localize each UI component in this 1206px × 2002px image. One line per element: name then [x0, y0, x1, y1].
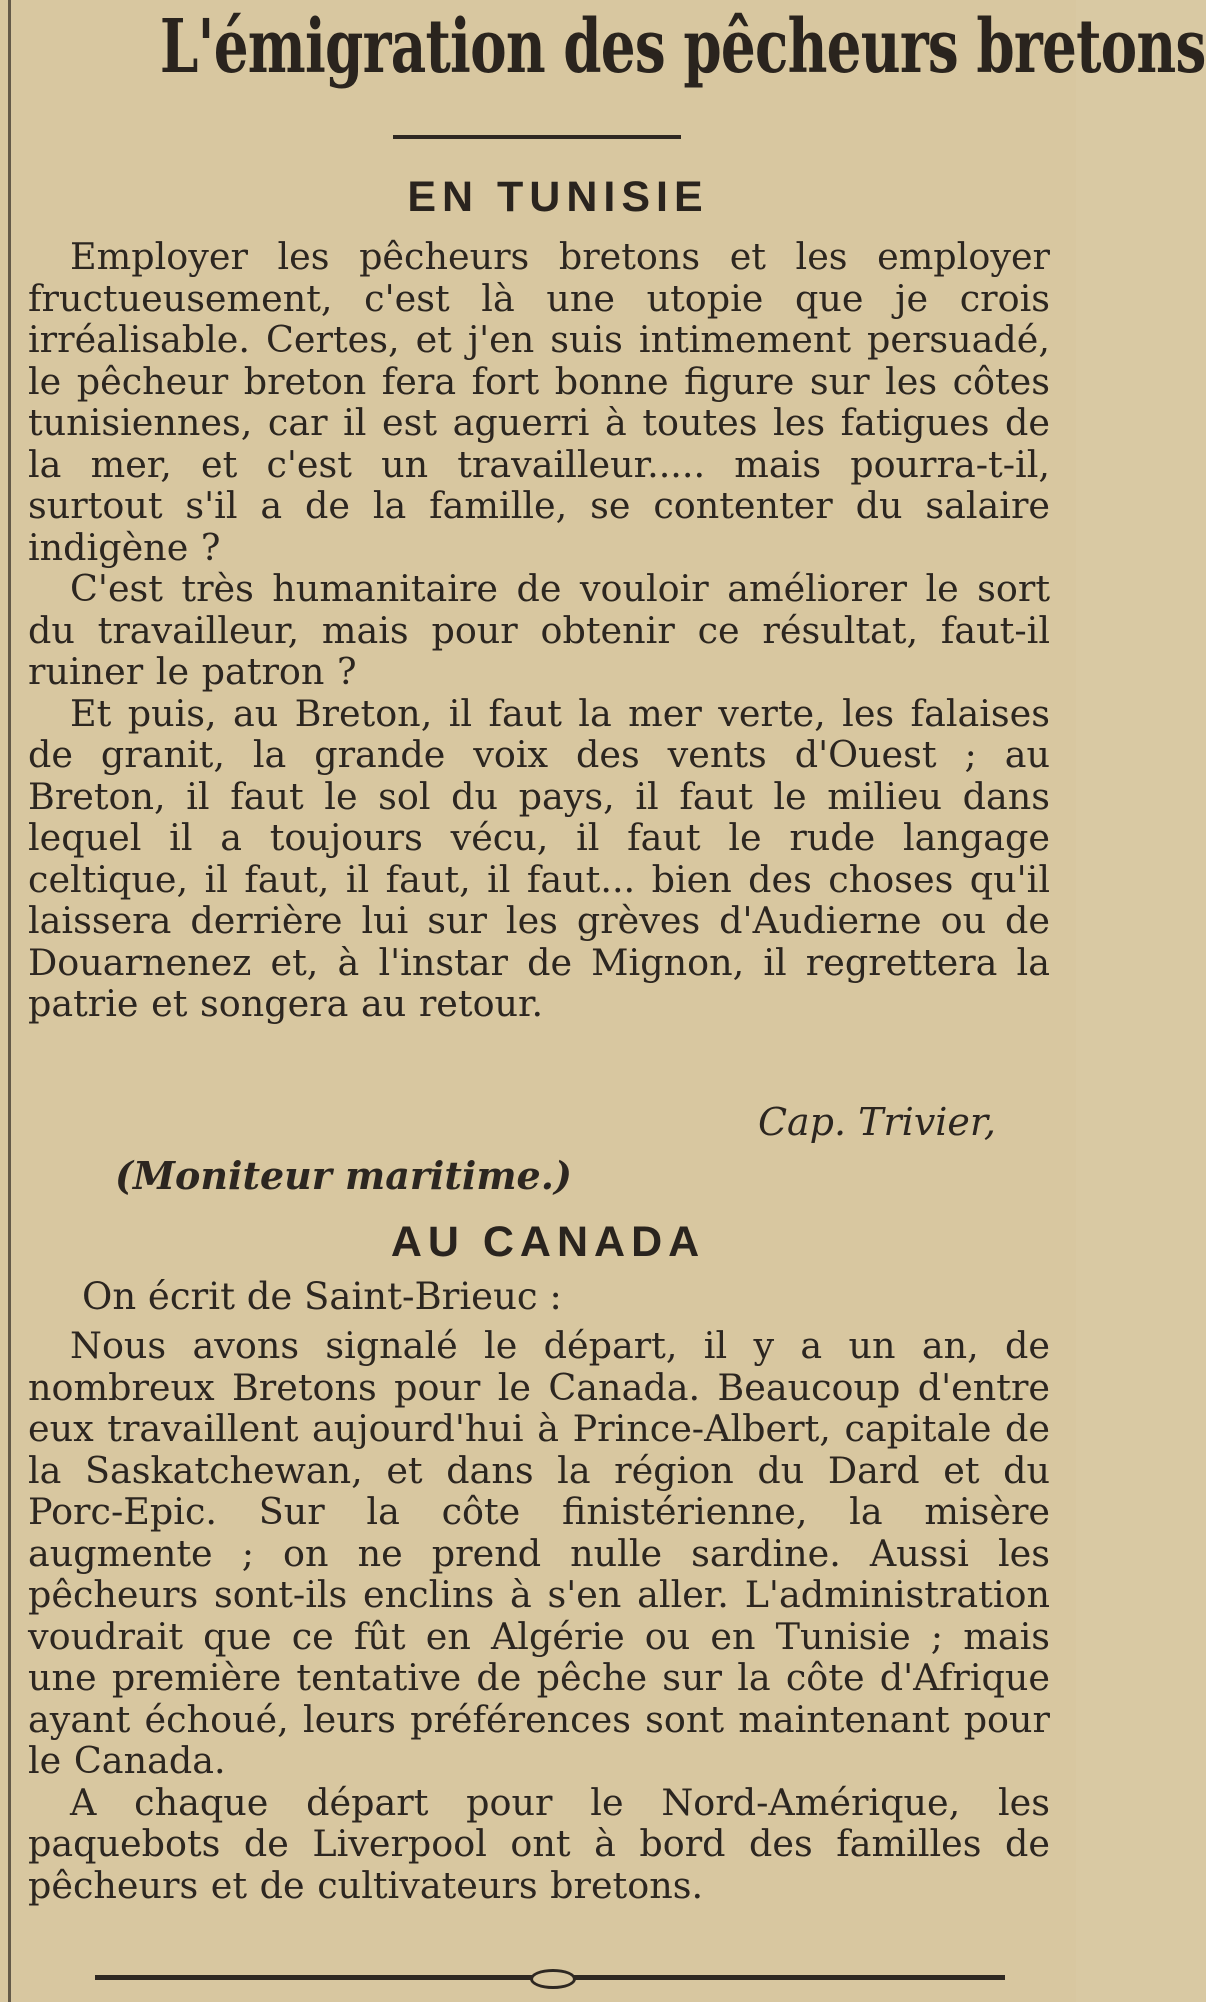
article-body-tunisie	[28, 236, 1050, 1025]
column-rule	[8, 0, 11, 2002]
dateline: On écrit de Saint-Brieuc :	[82, 1275, 562, 1318]
section-heading-canada: AU CANADA	[390, 1218, 706, 1266]
section-heading-tunisie: EN TUNISIE	[407, 173, 709, 221]
paragraph: Nous avons signalé le départ, il y a un an, de nombreux Bretons pour le Canada. Beaucoup d'entre eux travaillent aujourd'hui à Prince-Albert, capitale de la Saskatchewan, et dans la région du Dard et du Porc-Epic. Sur la côte finistérienne, la misère augmente ; on ne prend nulle sardine. Aussi les pêcheurs sont-ils enclins à s'en aller. L'administration voudrait que ce fût en Algérie ou en Tunisie ; mais une première tentative de pêche sur la côte d'Afrique ayant échoué, leurs préférences sont maintenant pour le Canada.	[28, 1324, 1050, 1782]
source-citation: (Moniteur maritime.)	[115, 1153, 572, 1198]
ornamental-divider	[95, 1975, 1005, 1980]
article-body-canada	[28, 1325, 1050, 1906]
paragraph: Et puis, au Breton, il faut la mer verte, les falaises de granit, la grande voix des vents d'Ouest ; au Breton, il faut le sol du pays, il faut le milieu dans lequel il a toujours vécu, il faut le rude langage celtique, il faut, il faut, il faut... bien des choses qu'il laissera derrière lui sur les grèves d'Audierne ou de Douarnenez et, à l'instar de Mignon, il regrettera la patrie et songera au retour.	[28, 691, 1050, 1025]
paragraph: C'est très humanitaire de vouloir améliorer le sort du travailleur, mais pour obtenir ce résultat, faut-il ruiner le patron ?	[28, 567, 1050, 693]
headline: L'émigration des pêcheurs bretons	[159, 4, 1206, 90]
author-signature: Cap. Trivier,	[757, 1100, 996, 1144]
headline-divider	[393, 135, 681, 139]
paragraph: Employer les pêcheurs bretons et les employer fructueusement, c'est là une utopie que je crois irréalisable. Certes, et j'en suis intimement persuadé, le pêcheur breton fera fort bonne figure sur les côtes tunisiennes, car il est aguerri à toutes les fatigues de la mer, et c'est un travailleur..... mais pourra-t-il, surtout s'il a de la famille, se contenter du salaire indigène ?	[28, 235, 1050, 569]
paragraph: A chaque départ pour le Nord-Amérique, les paquebots de Liverpool ont à bord des familles de pêcheurs et de cultivateurs bretons.	[28, 1780, 1050, 1907]
